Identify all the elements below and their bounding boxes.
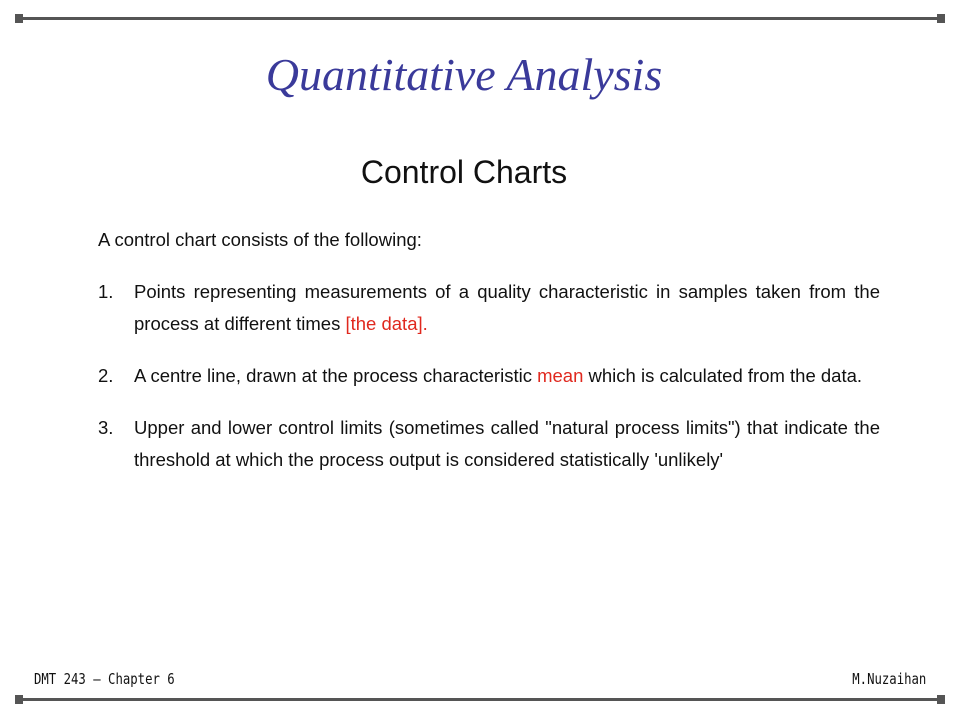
list-item-text xyxy=(134,276,880,340)
list-item-body: A centre line, drawn at the process characteristic xyxy=(134,365,538,386)
top-divider-left-cap xyxy=(15,14,23,23)
footer-author: M.Nuzaihan xyxy=(851,670,926,688)
bottom-divider xyxy=(17,698,943,701)
intro-text: A control chart consists of the following: xyxy=(98,229,422,250)
top-divider xyxy=(17,17,943,20)
slide-subtitle: Control Charts xyxy=(360,154,568,190)
bottom-divider-right-cap xyxy=(937,695,945,704)
list-item-highlight: [the data]. xyxy=(345,313,428,334)
list-item-body: Points representing measurements of a quality characteristic in samples taken from the process at different times xyxy=(134,281,880,334)
list-item-number: 3. xyxy=(98,417,114,438)
top-divider-right-cap xyxy=(937,14,945,23)
list-item xyxy=(98,360,880,392)
list-item xyxy=(98,412,880,476)
list-item-text: Upper and lower control limits (sometimes called "natural process limits") that indicate the threshold at which the process output is considered statistically 'unlikely' xyxy=(134,417,880,470)
list-item-highlight: mean xyxy=(537,365,584,386)
list-item-text xyxy=(134,360,880,392)
slide-title: Quantitative Analysis xyxy=(265,49,663,100)
footer-course-label: DMT 243 – Chapter 6 xyxy=(34,670,175,688)
slide-body xyxy=(98,224,880,496)
list-item xyxy=(98,276,880,340)
list-item-number: 1. xyxy=(98,281,114,302)
bottom-divider-left-cap xyxy=(15,695,23,704)
list-item-number: 2. xyxy=(98,365,114,386)
list-item-after: which is calculated from the data. xyxy=(583,365,863,386)
